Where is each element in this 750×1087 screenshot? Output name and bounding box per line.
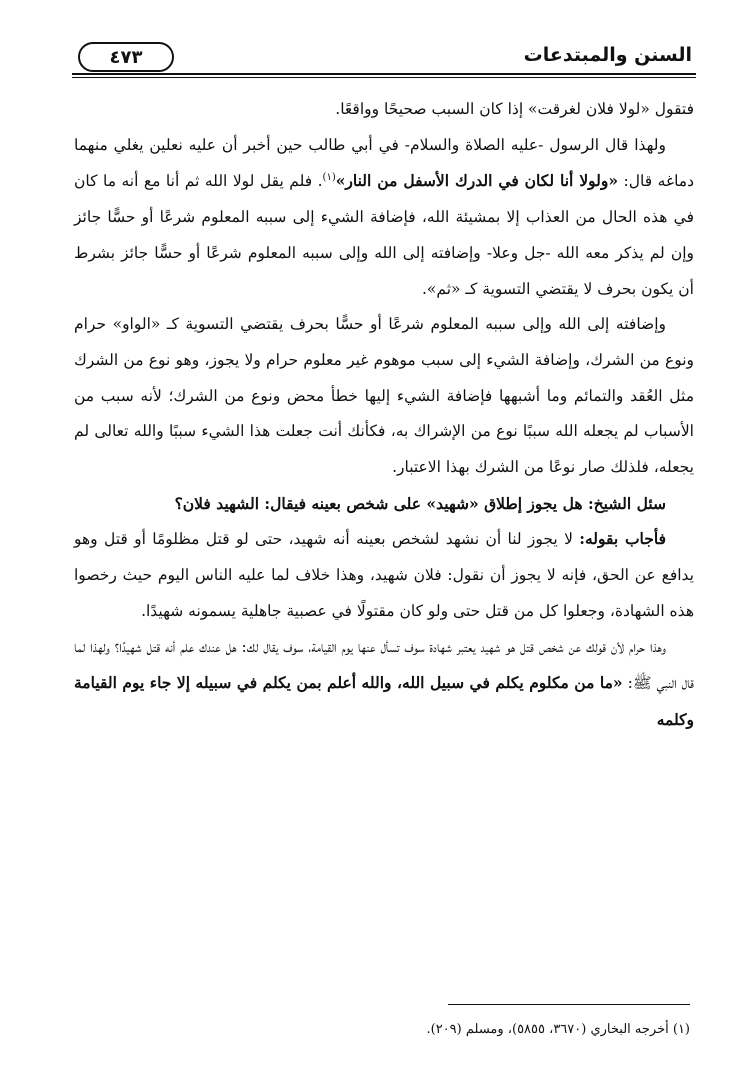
answer-paragraph bbox=[74, 521, 694, 629]
page-number: ٤٧٣ bbox=[109, 46, 143, 68]
page-header bbox=[72, 40, 696, 82]
answer-text: لا يجوز لنا أن نشهد لشخص بعينه أنه شهيد، حتى لو قتل مظلومًا أو قتل وهو يدافع عن الحق، فإنه لا يجوز أن نقول: فلان شهيد، وهذا خلاف لما عليه الناس اليوم حيث رخصوا هذه الشهادة، وجعلوا كل من قتل حتى ولو كان مقتولًا في عصبية جاهلية يسمونه شهيدًا. bbox=[74, 530, 694, 620]
paragraph-1: فتقول «لولا فلان لغرقت» إذا كان السبب صحيحًا وواقعًا. bbox=[335, 100, 694, 118]
answer-lead: فأجاب بقوله: bbox=[579, 529, 666, 549]
main-text bbox=[74, 92, 694, 739]
header-rule-thick bbox=[72, 73, 696, 75]
paragraph-2-text-a: ولهذا قال الرسول -عليه الصلاة والسلام- في أبي طالب حين أخبر أن عليه نعلين يغلي منهما دماغه قال: bbox=[74, 135, 694, 191]
running-title: السنن والمبتدعات bbox=[523, 44, 692, 66]
header-rule-thin bbox=[72, 77, 696, 78]
page-number-oval bbox=[78, 42, 174, 72]
footnote-divider bbox=[448, 1004, 690, 1005]
hadith-quote-2: «ما من مكلوم يكلم في سبيل الله، والله أعلم بمن يكلم في سبيله إلا جاء يوم القيامة وكلمه bbox=[74, 673, 694, 729]
paragraph-5-text: وهذا حرام لأن قولك عن شخص قتل هو شهيد يعتبر شهادة سوف تسأل عنها يوم القيامة، سوف يقال لك: هل عندك علم أنه قتل شهيدًا؟ ولهذا لما قال النبي ﷺ: bbox=[74, 637, 694, 693]
paragraph-2 bbox=[74, 128, 694, 308]
paragraph-3: وإضافته إلى الله وإلى سببه المعلوم شرعًا أو حسًّا بحرف يقتضي التسوية كـ «الواو» حرام ونوع من الشرك، وإضافة الشيء إلى سبب موهوم غير معلوم حرام ولا يجوز، وهو نوع من الشرك مثل العُقد والتمائم وما أشبهها فإضافة الشيء إليها خطأ محض ونوع من الشرك؛ لأنه سبب من الأسباب لم يجعله الله سببًا نوع من الإشراك به، فكأنك أنت جعلت هذا الشيء سببًا والله تعالى لم يجعله، فلذلك صار نوعًا من الشرك بهذا الاعتبار. bbox=[74, 315, 694, 477]
question-heading: سئل الشيخ: هل يجوز إطلاق «شهيد» على شخص بعينه فيقال: الشهيد فلان؟ bbox=[174, 493, 666, 513]
footnote: (١) أخرجه البخاري (٣٦٧٠، ٥٨٥٥)، ومسلم (٢٠٩). bbox=[426, 1022, 690, 1037]
paragraph-2-text-b: . فلم يقل لولا الله ثم أنا مع أنه ما كان في هذه الحال من العذاب إلا بمشيئة الله، فإضافة الشيء إلى سببه المعلوم شرعًا أو حسًّا جائز وإن لم يذكر معه الله -جل وعلا- وإضافته إلى الله وإلى سببه المعلوم شرعًا أو حسًّا جائز بشرط أن يكون بحرف لا يقتضي التسوية كـ «ثم». bbox=[74, 172, 694, 298]
paragraph-5 bbox=[74, 630, 694, 739]
hadith-quote-1: «ولولا أنا لكان في الدرك الأسفل من النار» bbox=[335, 171, 619, 191]
footnote-reference[interactable]: (١) bbox=[322, 172, 336, 184]
